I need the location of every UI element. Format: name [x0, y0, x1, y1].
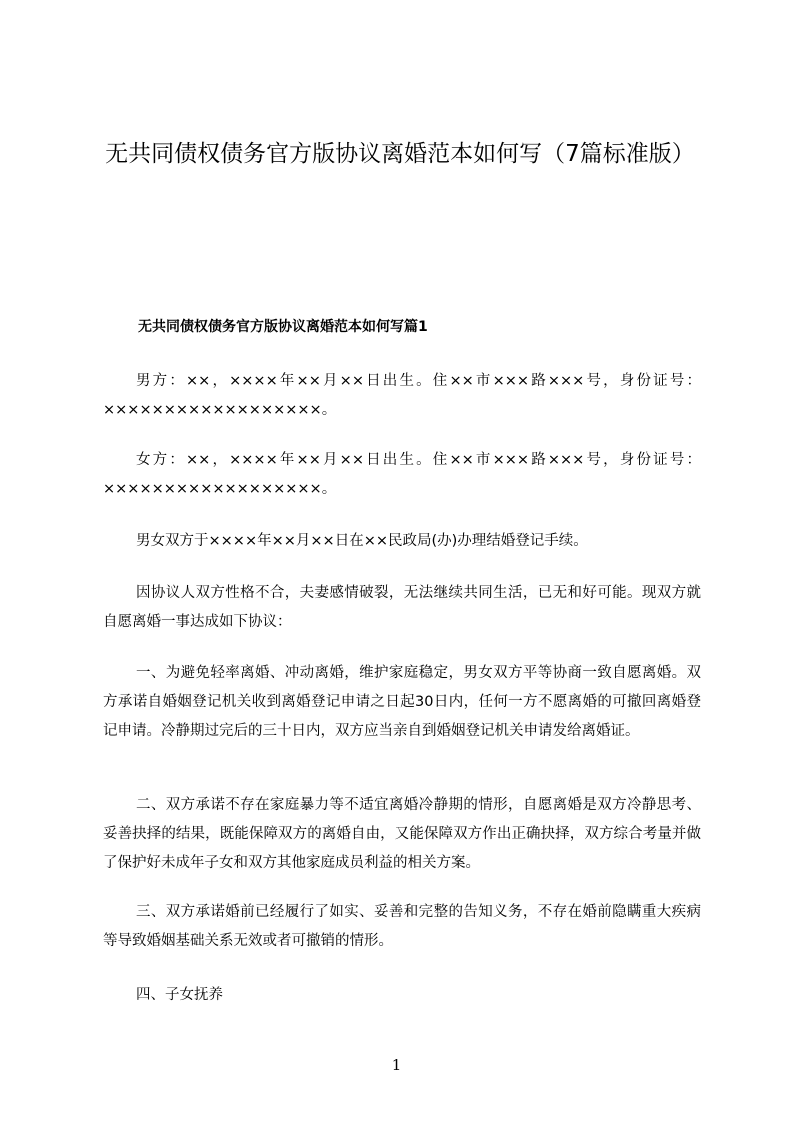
paragraph-clause-2: 二、双方承诺不存在家庭暴力等不适宜离婚冷静期的情形，自愿离婚是双方冷静思考、妥善抉择的结果，既能保障双方的离婚自由，又能保障双方作出正确抉择，双方综合考量并做了保护好未成年子女和双方其他家庭成员利益的相关方案。	[103, 797, 701, 871]
paragraph-female-party: 女方：××，××××年××月××日出生。住××市×××路×××号，身份证号：××××××××××××××××××。	[103, 452, 701, 497]
page-number: 1	[391, 1056, 402, 1074]
paragraph-marriage-registration: 男女双方于××××年××月××日在××民政局(办)办理结婚登记手续。	[136, 533, 588, 549]
section-heading: 无共同债权债务官方版协议离婚范本如何写篇1	[138, 319, 428, 335]
paragraph-reason: 因协议人双方性格不合，夫妻感情破裂，无法继续共同生活，已无和好可能。现双方就自愿离婚一事达成如下协议：	[103, 585, 701, 630]
paragraph-male-party: 男方：××，××××年××月××日出生。住××市×××路×××号，身份证号：××××××××××××××××××。	[103, 373, 701, 418]
document-title: 无共同债权债务官方版协议离婚范本如何写（7篇标准版）	[105, 141, 695, 167]
paragraph-clause-4-heading: 四、子女抚养	[136, 987, 223, 1003]
paragraph-clause-1: 一、为避免轻率离婚、冲动离婚，维护家庭稳定，男女双方平等协商一致自愿离婚。双方承诺自婚姻登记机关收到离婚登记申请之日起30日内，任何一方不愿离婚的可撤回离婚登记申请。冷静期过完后的三十日内，双方应当亲自到婚姻登记机关申请发给离婚证。	[103, 665, 701, 739]
paragraph-clause-3: 三、双方承诺婚前已经履行了如实、妥善和完整的告知义务，不存在婚前隐瞒重大疾病等导致婚姻基础关系无效或者可撤销的情形。	[103, 904, 701, 949]
